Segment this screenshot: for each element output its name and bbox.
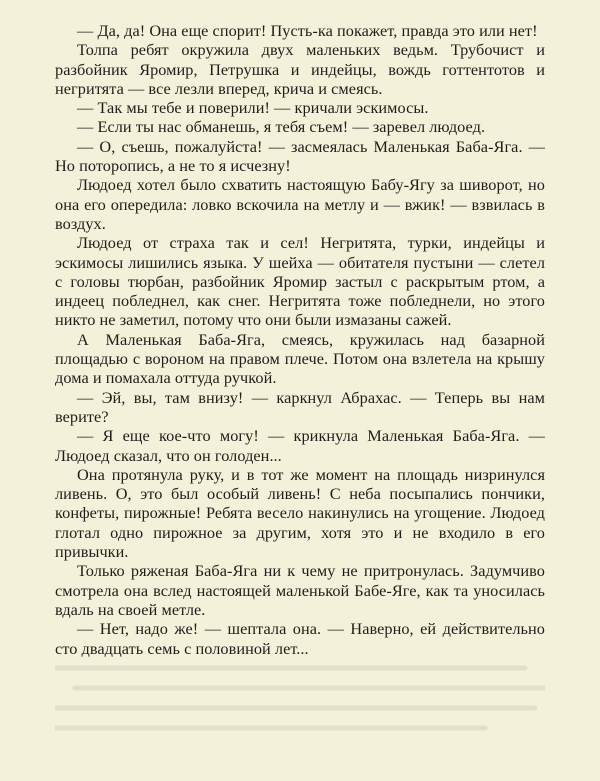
paragraph: Толпа ребят окружила двух маленьких ведьм. Трубочист и разбойник Яромир, Петрушка и индейцы, вождь готтентотов и негритята — все лезли вперед, крича и смеясь. (55, 40, 545, 98)
paragraph: — Да, да! Она еще спорит! Пусть-ка покажет, правда это или нет! (77, 21, 538, 40)
show-through-texture (55, 660, 545, 750)
paragraph: — Так мы тебе и поверили! — кричали эскимосы. (77, 98, 429, 118)
paragraph: — Нет, надо же! — шептала она. — Наверно, ей действительно сто двадцать семь с половиной лет... (55, 619, 545, 658)
paragraph: — Я еще кое-что могу! — крикнула Маленькая Баба-Яга. — Людоед сказал, что он голоден... (55, 426, 545, 465)
paragraph: — О, съешь, пожалуйста! — засмеялась Маленькая Баба-Яга. — Но поторопись, а не то я исчезну! (55, 136, 545, 176)
paragraph: Только ряженая Баба-Яга ни к чему не притронулась. Задумчиво смотрела она вслед настоящей маленькой Бабе-Яге, как та уносилась вдаль на своей метле. (55, 561, 545, 619)
page-text (55, 21, 545, 658)
paragraph: Она протянула руку, и в тот же момент на площадь низринулся ливень. О, это был особый ливень! С неба посыпались пончики, конфеты, пирожные! Ребята весело накинулись на угощение. Людоед глотал одно пирожное за другим, хотя это и не входило в его привычки. (55, 464, 545, 562)
paragraph: А Маленькая Баба-Яга, смеясь, кружилась над базарной площадью с вороном на правом плече. Потом она взлетела на крышу дома и помахала оттуда ручкой. (55, 329, 545, 388)
paragraph: — Если ты нас обманешь, я тебя съем! — заревел людоед. (77, 117, 486, 137)
paragraph: Людоед хотел было схватить настоящую Бабу-Ягу за шиворот, но она его опередила: ловко вскочила на метлу и — вжик! — взвилась в воздух. (55, 175, 545, 233)
paragraph: — Эй, вы, там внизу! — каркнул Абрахас. — Теперь вы нам верите? (55, 387, 545, 426)
paragraph: Людоед от страха так и сел! Негритята, турки, индейцы и эскимосы лишились языка. У шейха — обитателя пустыни — слетел с головы тюрбан, разбойник Яромир застыл с раскрытым ртом, а индеец побледнел, как снег. Негритята тоже побледнели, но этого никто не заметил, потому что они были измазаны сажей. (55, 233, 545, 330)
